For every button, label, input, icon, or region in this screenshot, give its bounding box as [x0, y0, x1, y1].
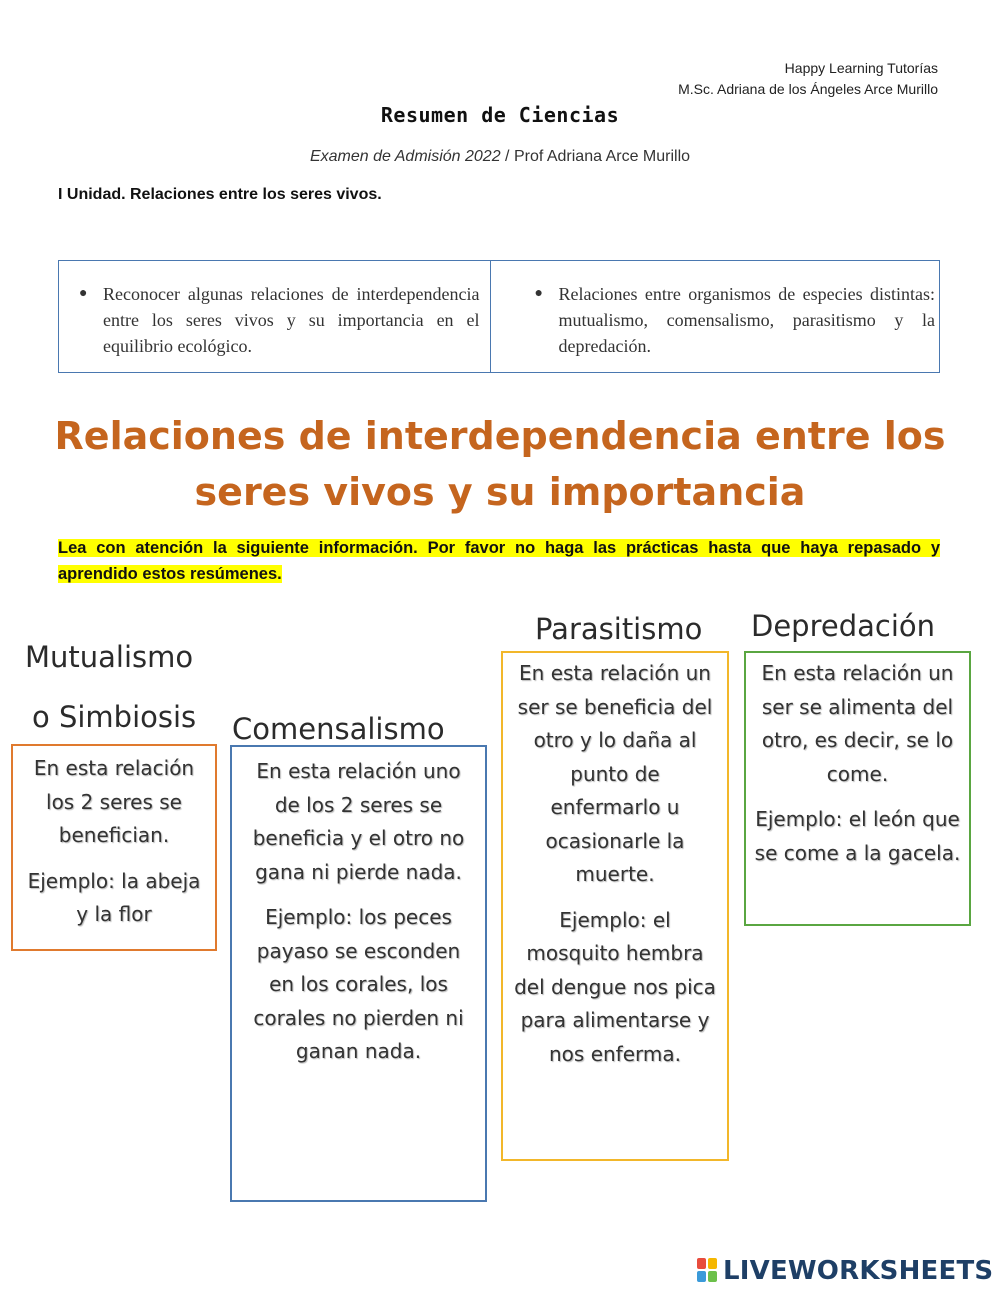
objective-cell-right — [490, 261, 940, 372]
subtitle-exam: Examen de Admisión 2022 — [309, 148, 501, 165]
liveworksheets-logo — [697, 1256, 993, 1286]
header-org: Happy Learning Tutorías — [784, 60, 938, 76]
subtitle-teacher: / Prof Adriana Arce Murillo — [500, 148, 691, 165]
instruction-note — [58, 535, 940, 587]
comensalismo-box — [230, 745, 487, 1202]
objective-cell-left — [59, 261, 490, 372]
instruction-highlight: Lea con atención la siguiente información. Por favor no haga las prácticas hasta que haya repasado y aprendido estos resúmenes. — [58, 539, 940, 583]
document-subtitle — [0, 148, 1000, 166]
bullet-icon: ● — [79, 286, 88, 301]
mutualismo-definition: En esta relación los 2 seres se benefician. — [33, 756, 195, 847]
parasitismo-box — [501, 651, 729, 1161]
parasitismo-example: Ejemplo: el mosquito hembra del dengue nos pica para alimentarse y nos enferma. — [514, 907, 716, 1066]
liveworksheets-text: LIVEWORKSHEETS — [723, 1256, 994, 1286]
objective-text: Reconocer algunas relaciones de interdependencia entre los seres vivos y su importancia en el equilibrio ecológico. — [103, 284, 480, 356]
mutualismo-title: Mutualismo — [25, 640, 194, 674]
comensalismo-title: Comensalismo — [232, 712, 445, 746]
header-author: M.Sc. Adriana de los Ángeles Arce Murillo — [678, 81, 938, 97]
document-title: Resumen de Ciencias — [380, 103, 620, 127]
parasitismo-title: Parasitismo — [535, 612, 703, 646]
content-text: Relaciones entre organismos de especies distintas: mutualismo, comensalismo, parasitismo y la depredación. — [558, 284, 935, 356]
mutualismo-title-line2: o Simbiosis — [32, 700, 197, 734]
objectives-table — [58, 260, 940, 373]
depredacion-definition: En esta relación un ser se alimenta del otro, es decir, se lo come. — [761, 661, 954, 786]
main-title: Relaciones de interdependencia entre los seres vivos y su importancia — [54, 414, 946, 514]
depredacion-box — [744, 651, 971, 926]
parasitismo-definition: En esta relación un ser se beneficia del otro y lo daña al punto de enfermarlo u ocasionarle la muerte. — [517, 661, 713, 886]
liveworksheets-mark-icon — [697, 1258, 719, 1284]
depredacion-example: Ejemplo: el león que se come a la gacela. — [754, 807, 961, 865]
bullet-icon: ● — [534, 286, 543, 301]
mutualismo-box — [11, 744, 217, 951]
comensalismo-definition: En esta relación uno de los 2 seres se beneficia y el otro no gana ni pierde nada. — [252, 759, 465, 884]
unit-heading: I Unidad. Relaciones entre los seres vivos. — [58, 186, 382, 203]
mutualismo-example: Ejemplo: la abeja y la flor — [27, 868, 201, 926]
depredacion-title: Depredación — [751, 609, 936, 643]
comensalismo-example: Ejemplo: los peces payaso se esconden en los corales, los corales no pierden ni ganan nada. — [253, 905, 464, 1063]
